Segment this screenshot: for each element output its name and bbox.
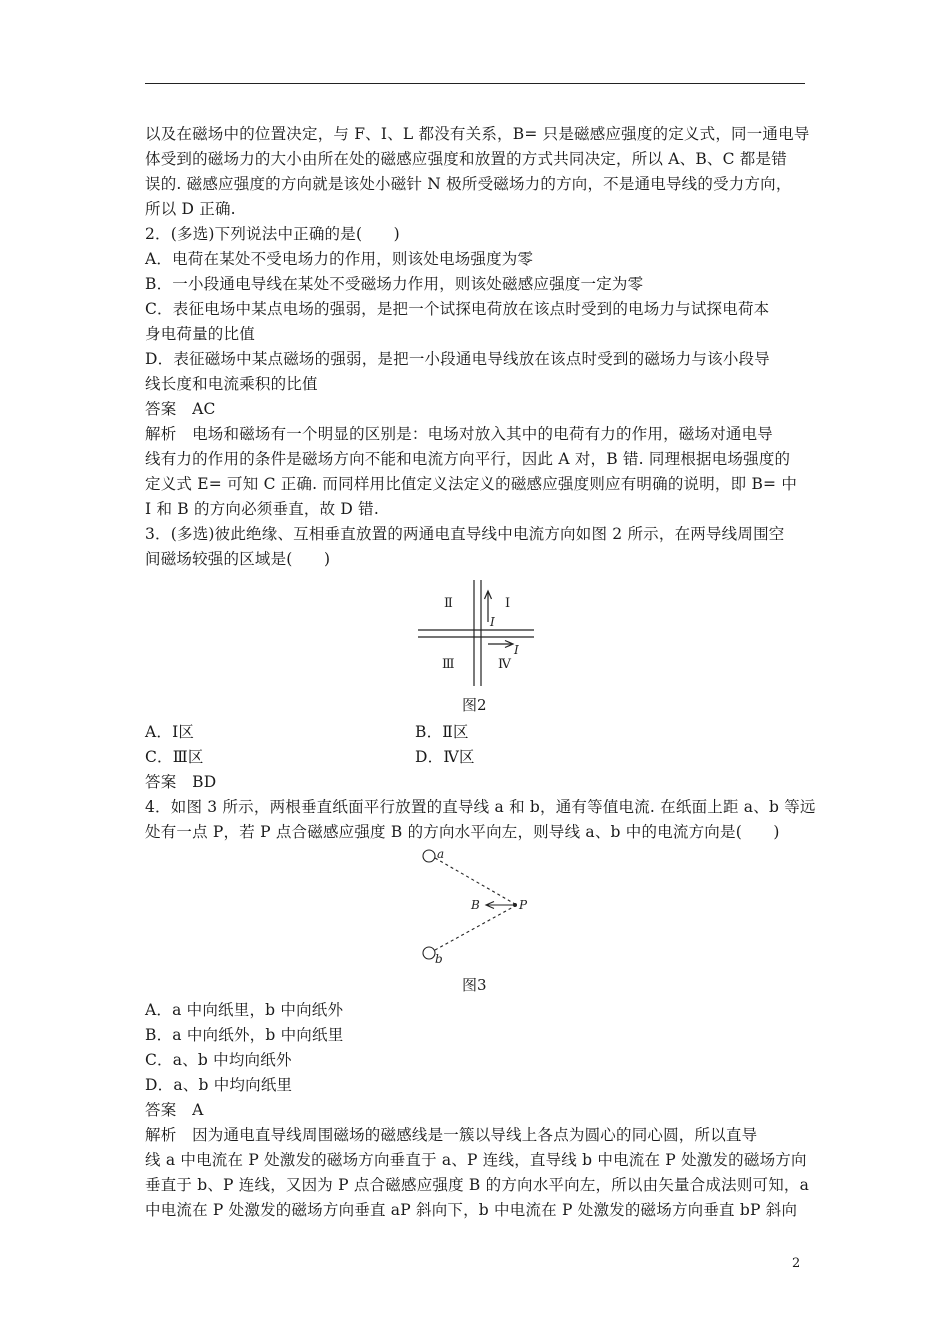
answer-4: 答案 A <box>145 1101 204 1119</box>
question-3-option-a: A．Ⅰ区 <box>145 723 195 741</box>
text-line: 误的. 磁感应强度的方向就是该处小磁针 N 极所受磁场力的方向，不是通电导线的受力方向， <box>145 175 792 193</box>
question-4-option-d: D．a、b 中均向纸里 <box>145 1076 293 1094</box>
wire-a-circle <box>423 850 435 862</box>
figure-2-diagram <box>410 578 540 690</box>
text-line: 线 a 中电流在 P 处激发的磁场方向垂直于 a、P 连线，直导线 b 中电流在 P 处激发的磁场方向 <box>145 1151 807 1169</box>
question-2-option-b: B．一小段通电导线在某处不受磁场力作用，则该处磁感应强度一定为零 <box>145 275 644 293</box>
question-2-option-a: A．电荷在某处不受电场力的作用，则该处电场强度为零 <box>145 250 534 268</box>
text-line: 线长度和电流乘积的比值 <box>145 375 318 393</box>
question-2-option-d: D．表征磁场中某点磁场的强弱，是把一小段通电导线放在该点时受到的磁场力与该小段导 <box>145 350 770 368</box>
wire-b-circle <box>423 947 435 959</box>
answer-3: 答案 BD <box>145 773 217 791</box>
text-line: 垂直于 b、P 连线，又因为 P 点合磁感应强度 B 的方向水平向左，所以由矢量合成法则可知，a <box>145 1176 810 1194</box>
analysis-2: 解析 电场和磁场有一个明显的区别是：电场对放入其中的电荷有力的作用，磁场对通电导 <box>145 425 774 443</box>
answer-2: 答案 AC <box>145 400 216 418</box>
figure-3-diagram <box>415 845 540 970</box>
question-4-option-a: A．a 中向纸里，b 中向纸外 <box>145 1001 344 1019</box>
text-line: 处有一点 P，若 P 点合磁感应强度 B 的方向水平向左，则导线 a、b 中的电流方向是( ) <box>145 823 780 841</box>
question-3-option-d: D．Ⅳ区 <box>415 748 475 766</box>
text-line: 间磁场较强的区域是( ) <box>145 550 331 568</box>
figure-2-caption: 图2 <box>462 696 487 714</box>
region-1-label: Ⅰ <box>505 596 511 611</box>
region-2-label: Ⅱ <box>444 596 453 611</box>
current-label-vertical: I <box>490 615 495 629</box>
question-4-option-b: B．a 中向纸外，b 中向纸里 <box>145 1026 344 1044</box>
wire-a-label: a <box>437 847 445 861</box>
question-3-stem: 3．(多选)彼此绝缘、互相垂直放置的两通电直导线中电流方向如图 2 所示，在两导线周围空 <box>145 525 785 543</box>
text-line: 以及在磁场中的位置决定，与 F、I、L 都没有关系，B= 只是磁感应强度的定义式，同一通电导 <box>145 125 810 143</box>
text-line: 定义式 E= 可知 C 正确. 而同样用比值定义法定义的磁感应强度则应有明确的说明，即 B= 中 <box>145 475 798 493</box>
question-3-option-b: B．Ⅱ区 <box>415 723 469 741</box>
question-3-option-c: C．Ⅲ区 <box>145 748 204 766</box>
question-2-stem: 2．(多选)下列说法中正确的是( ) <box>145 225 400 243</box>
header-rule <box>145 83 805 84</box>
current-label-horizontal: I <box>514 643 519 657</box>
text-line: 中电流在 P 处激发的磁场方向垂直 aP 斜向下，b 中电流在 P 处激发的磁场方向垂直 bP 斜向 <box>145 1201 798 1219</box>
text-line: 体受到的磁场力的大小由所在处的磁感应强度和放置的方式共同决定，所以 A、B、C 都是错 <box>145 150 787 168</box>
question-2-option-c: C．表征电场中某点电场的强弱，是把一个试探电荷放在该点时受到的电场力与试探电荷本 <box>145 300 770 318</box>
text-line: 所以 D 正确. <box>145 200 236 218</box>
figure-3-caption: 图3 <box>462 976 487 994</box>
question-4-option-c: C．a、b 中均向纸外 <box>145 1051 292 1069</box>
region-3-label: Ⅲ <box>442 657 455 672</box>
region-4-label: Ⅳ <box>498 657 511 672</box>
point-p-label: P <box>519 898 528 912</box>
page-number: 2 <box>792 1256 801 1271</box>
field-b-label: B <box>471 898 480 912</box>
analysis-4: 解析 因为通电直导线周围磁场的磁感线是一簇以导线上各点为圆心的同心圆，所以直导 <box>145 1126 758 1144</box>
text-line: I 和 B 的方向必须垂直，故 D 错. <box>145 500 380 518</box>
question-4-stem: 4．如图 3 所示，两根垂直纸面平行放置的直导线 a 和 b，通有等值电流. 在纸面上距 a、b 等远 <box>145 798 816 816</box>
text-line: 线有力的作用的条件是磁场方向不能和电流方向平行，因此 A 对，B 错. 同理根据电场强度的 <box>145 450 791 468</box>
text-line: 身电荷量的比值 <box>145 325 255 343</box>
wire-b-label: b <box>435 952 443 966</box>
